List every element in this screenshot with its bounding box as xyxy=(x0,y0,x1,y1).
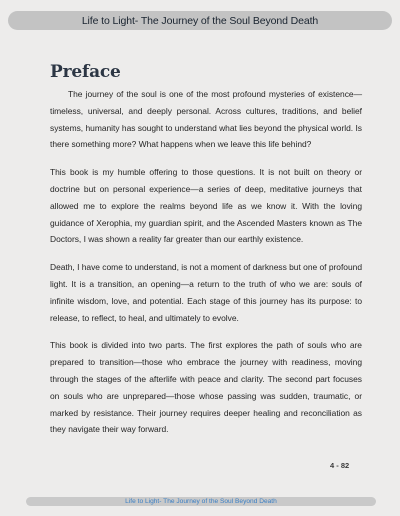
footer-banner xyxy=(26,497,376,506)
paragraph-4: This book is divided into two parts. The first explores the path of souls who are prepared to transition—those who embrace the journey with readiness, moving through the stages of the afterlife with peace and clarity. The second part focuses on souls who are unprepared—those whose passing was sudden, traumatic, or marked by resistance. Their journey requires deeper healing and reconciliation as they navigate their way forward. xyxy=(50,340,362,435)
header-banner-title: Life to Light- The Journey of the Soul Beyond Death xyxy=(81,14,319,27)
paragraph-3: Death, I have come to understand, is not a moment of darkness but one of profound light. It is a transition, an opening—a return to the truth of who we are: souls of infinite wisdom, love, and potential. Each stage of this journey has its purpose: to release, to reflect, to heal, and ultimately to evolve. xyxy=(50,262,362,323)
paragraph-1: The journey of the soul is one of the most profound mysteries of existence—timeless, universal, and deeply personal. Across cultures, traditions, and belief systems, humanity has sought to understand what lies beyond the physical world. Is there something more? What happens when we leave this life behind? xyxy=(50,89,362,150)
paragraph-2: This book is my humble offering to those questions. It is not built on theory or doctrine but on personal experience—a series of deep, meditative journeys that allowed me to explore the realms beyond life as we know it. With the loving guidance of Xerophia, my guardian spirit, and the Ascended Masters known as The Doctors, I was shown a reality far greater than our earthly existence. xyxy=(50,167,362,245)
chapter-title: Preface xyxy=(50,62,121,82)
body-text xyxy=(50,86,362,449)
footer-banner-title[interactable]: Life to Light- The Journey of the Soul Beyond Death xyxy=(125,498,277,505)
page-number: 4 - 82 xyxy=(330,461,350,470)
header-banner xyxy=(8,11,392,30)
